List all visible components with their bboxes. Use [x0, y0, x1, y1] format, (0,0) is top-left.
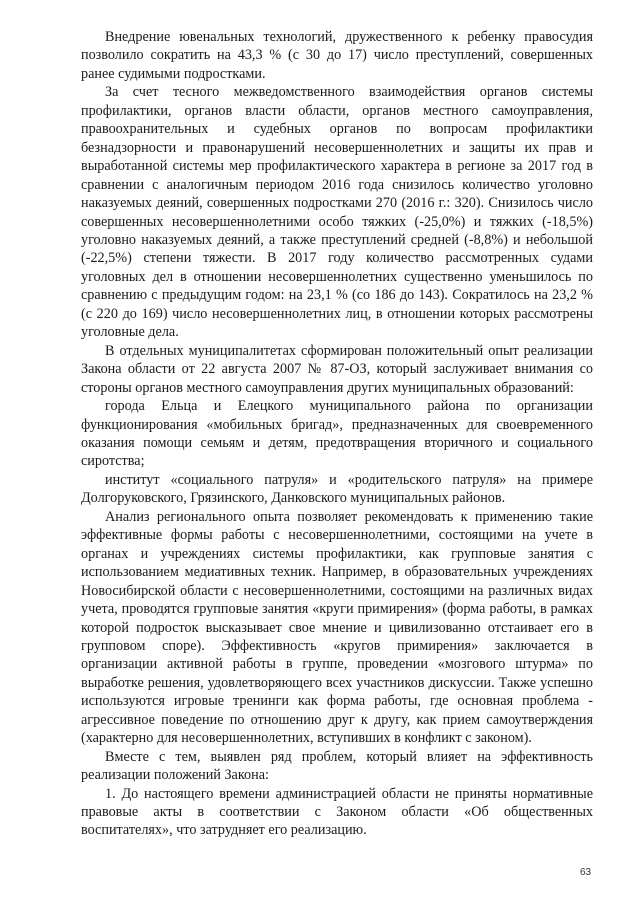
- paragraph: За счет тесного межведомственного взаимодействия органов системы профилактики, органов власти области, органов местного самоуправления, правоохранительных и судебных органов по вопросам профилактики безнадзорности и правонарушений несовершеннолетних и защиты их прав и выработанной системы мер профилактического характера в регионе за 2017 год в сравнении с аналогичным периодом 2016 года снизилось количество уголовно наказуемых деяний, совершенных подростками 270 (2016 г.: 320). Снизилось число совершенных несовершеннолетними особо тяжких (-25,0%) и тяжких (-18,5%) уголовно наказуемых деяний, а также преступлений средней (-8,8%) и небольшой (-22,5%) степени тяжести. В 2017 году количество рассмотренных судами уголовных дел в отношении несовершеннолетних существенно уменьшилось по сравнению с предыдущим годом: на 23,1 % (со 186 до 143). Сократилось на 23,2 % (с 220 до 169) число несовершеннолетних лиц, в отношении которых рассмотрены уголовные дела.: [81, 84, 593, 341]
- paragraph: Вместе с тем, выявлен ряд проблем, который влияет на эффективность реализации положений Закона:: [81, 748, 593, 784]
- paragraph: Анализ регионального опыта позволяет рекомендовать к применению такие эффективные формы работы с несовершеннолетними, состоящими на учете в органах и учреждениях системы профилактики, как групповые занятия с использованием медиативных техник. Например, в образовательных учреждениях Новосибирской области с несовершеннолетними, состоящими на различных видах учета, проводятся групповые занятия «круги примирения» (форма работы, в рамках которой подросток высказывает свое мнение и цивилизованно отстаивает его в групповом споре). Эффективность «кругов примирения» заключается в организации активной работы в группе, проведении «мозгового штурма» по выработке решения, удовлетворяющего всех участников дискуссии. Также успешно используются игровые тренинги как форма работы, где основная проблема - агрессивное поведение по отношению друг к другу, как прием самоутверждения (характерно для несовершеннолетних, вступивших в конфликт с законом).: [81, 508, 593, 747]
- paragraph: В отдельных муниципалитетах сформирован положительный опыт реализации Закона области от 22 августа 2007 № 87-ОЗ, который заслуживает внимания со стороны органов местного самоуправления других муниципальных образований:: [81, 342, 593, 396]
- paragraph: города Ельца и Елецкого муниципального района по организации функционирования «мобильных бригад», предназначенных для своевременного оказания помощи семьям и детям, предотвращения вторичного и социального сиротства;: [81, 398, 593, 470]
- paragraph: 1. До настоящего времени администрацией области не приняты нормативные правовые акты в соответствии с Законом области «Об общественных воспитателях», что затрудняет его реализацию.: [81, 785, 593, 839]
- page-number: 63: [580, 867, 592, 878]
- paragraph: Внедрение ювенальных технологий, дружественного к ребенку правосудия позволило сократить на 43,3 % (с 30 до 17) число преступлений, совершенных ранее судимыми подростками.: [81, 29, 593, 82]
- paragraph: институт «социального патруля» и «родительского патруля» на примере Долгоруковского, Грязинского, Данковского муниципальных районов.: [81, 471, 593, 507]
- document-body: [81, 28, 593, 840]
